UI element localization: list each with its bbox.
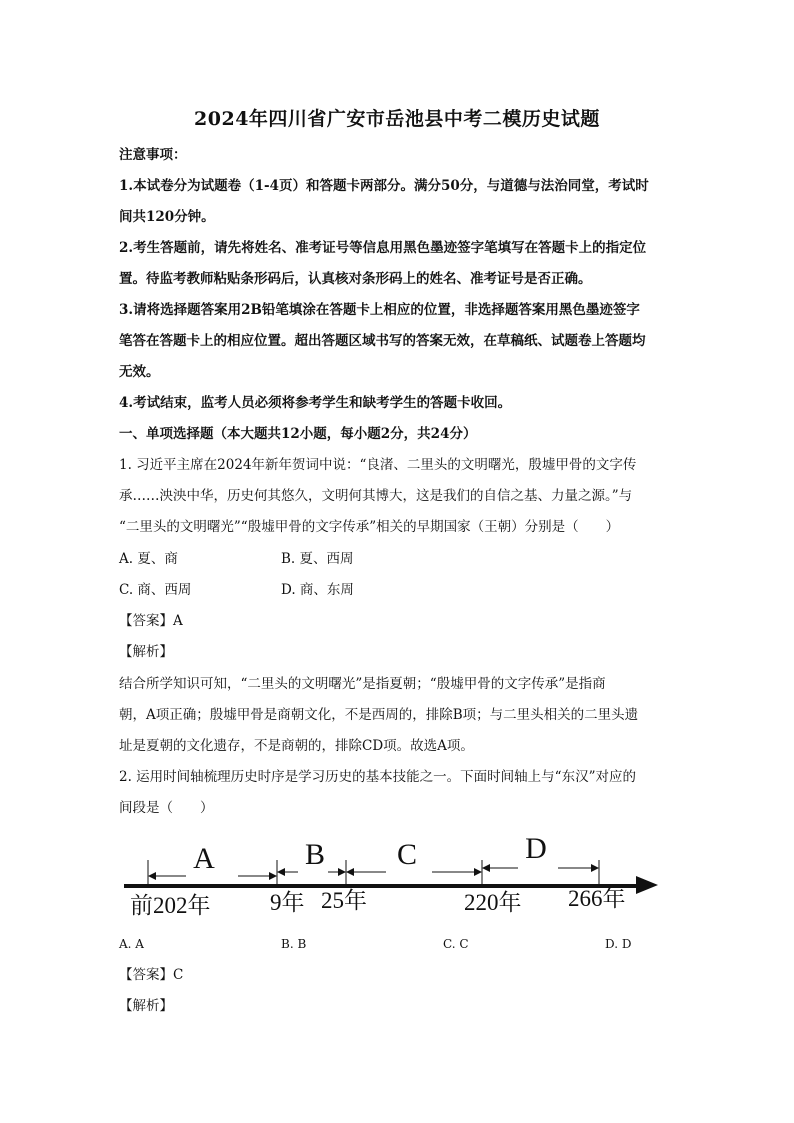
q1-analysis-line-1: 结合所学知识可知，“二里头的文明曙光”是指夏朝；“殷墟甲骨的文字传承”是指商 (119, 676, 606, 692)
segment-label-a: A (193, 842, 215, 875)
tick-label-202bc: 前202年 (130, 893, 211, 918)
tick-label-25: 25年 (321, 888, 367, 913)
q1-stem-line-3: “二里头的文明曙光”“殷墟甲骨的文字传承”相关的早期国家（王朝）分别是（ ） (119, 519, 620, 535)
q2-option-b: B. B (281, 937, 307, 951)
segment-label-d: D (525, 832, 547, 865)
q1-stem-line-1: 1. 习近平主席在2024年新年贺词中说：“良渚、二里头的文明曙光，殷墟甲骨的文字传 (119, 457, 637, 473)
segment-label-c: C (396, 838, 418, 871)
notice-item-4-line-1: 4.考试结束，监考人员必须将参考学生和缺考学生的答题卡收回。 (119, 395, 512, 411)
notice-heading: 注意事项： (119, 147, 187, 163)
segment-label-b: B (304, 838, 326, 871)
page-title: 2024年四川省广安市岳池县中考二模历史试题 (194, 108, 600, 130)
q1-option-b: B. 夏、西周 (281, 551, 354, 567)
q1-option-c: C. 商、西周 (119, 582, 192, 598)
q1-analysis-line-2: 朝，A项正确；殷墟甲骨是商朝文化，不是西周的，排除B项；与二里头相关的二里头遗 (119, 707, 639, 723)
notice-item-2-line-2: 置。待监考教师粘贴条形码后，认真核对条形码上的姓名、准考证号是否正确。 (119, 271, 592, 287)
notice-item-3-line-1: 3.请将选择题答案用2B铅笔填涂在答题卡上相应的位置，非选择题答案用黑色墨迹签字 (119, 302, 640, 318)
q2-stem-line-2: 间段是（ ） (119, 800, 214, 816)
q1-analysis-line-3: 址是夏朝的文化遗存，不是商朝的，排除CD项。故选A项。 (119, 738, 474, 754)
q2-option-d: D. D (605, 937, 632, 951)
q2-stem-line-1: 2. 运用时间轴梳理历史时序是学习历史的基本技能之一。下面时间轴上与“东汉”对应的 (119, 769, 636, 785)
q1-analysis-heading: 【解析】 (119, 644, 173, 660)
q2-option-c: C. C (443, 937, 469, 951)
tick-label-9: 9年 (270, 890, 305, 915)
notice-item-3-line-2: 笔答在答题卡上的相应位置。超出答题区域书写的答案无效，在草稿纸、试题卷上答题均 (119, 333, 646, 349)
notice-item-3-line-3: 无效。 (119, 364, 160, 380)
notice-item-2-line-1: 2.考生答题前，请先将姓名、准考证号等信息用黑色墨迹签字笔填写在答题卡上的指定位 (119, 240, 647, 256)
tick-label-220: 220年 (464, 890, 522, 915)
timeline-figure (118, 828, 663, 924)
notice-item-1-line-1: 1.本试卷分为试题卷（1-4页）和答题卡两部分。满分50分，与道德与法治同堂，考试时 (119, 178, 649, 194)
q1-stem-line-2: 承……泱泱中华，历史何其悠久，文明何其博大，这是我们的自信之基、力量之源。”与 (119, 488, 633, 504)
q2-option-a: A. A (119, 937, 144, 951)
timeline-arrow-head (636, 876, 658, 894)
q2-answer: 【答案】C (119, 967, 184, 983)
notice-item-1-line-2: 间共120分钟。 (119, 209, 215, 225)
q2-analysis-heading: 【解析】 (119, 998, 173, 1014)
q1-option-d: D. 商、东周 (281, 582, 354, 598)
q1-option-a: A. 夏、商 (119, 551, 178, 567)
q1-answer: 【答案】A (119, 613, 183, 629)
tick-label-266: 266年 (568, 886, 626, 911)
section-heading: 一、单项选择题（本大题共12小题，每小题2分，共24分） (119, 426, 477, 442)
